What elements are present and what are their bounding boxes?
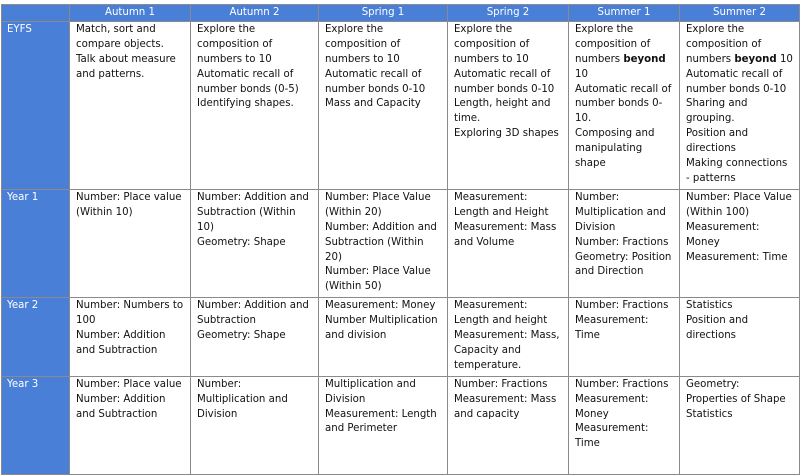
table-cell xyxy=(448,21,569,189)
cell-line: Explore the composition of numbers to 10 xyxy=(197,23,273,65)
cell-line: Number: Numbers to 100 xyxy=(76,300,184,327)
cell-line: Sharing and grouping. xyxy=(686,98,748,125)
cell-line: Automatic recall of number bonds 0-10. xyxy=(575,83,672,125)
cell-line: Measurement: Money xyxy=(575,393,649,420)
cell-line: Number: Place value (Within 10) xyxy=(76,191,182,218)
cell-line: Mass and Capacity xyxy=(325,98,421,110)
cell-line: Multiplication and Division xyxy=(325,378,416,405)
cell-line: Automatic recall of number bonds 0-10 xyxy=(686,68,787,95)
cell-line: Number: Place Value (Within 100) xyxy=(686,191,792,218)
cell-line: Automatic recall of number bonds (0-5) xyxy=(197,68,299,95)
table-cell xyxy=(448,298,569,377)
cell-line: Length, height and time. xyxy=(454,98,551,125)
cell-line: Measurement: Money xyxy=(325,300,436,312)
table-cell xyxy=(70,298,191,377)
cell-line: Number: Multiplication and Division xyxy=(197,378,288,420)
cell-line: Exploring 3D shapes xyxy=(454,128,559,140)
cell-line: Number: Fractions xyxy=(454,378,548,390)
row-header: Year 2 xyxy=(2,298,70,377)
cell-line: Position and directions xyxy=(686,315,749,342)
table-cell xyxy=(569,21,680,189)
table-cell xyxy=(70,189,191,297)
emphasis-text: beyond xyxy=(734,53,777,65)
cell-line: Explore the composition of numbers to 10 xyxy=(325,23,401,65)
cell-line: Measurement: Mass and capacity xyxy=(454,393,557,420)
table-cell xyxy=(569,189,680,297)
cell-line: Number Multiplication and division xyxy=(325,315,438,342)
cell-line: Match, sort and compare objects. Talk about measure and patterns. xyxy=(76,23,176,80)
cell-line: Number: Place Value (Within 20) xyxy=(325,191,431,218)
table-cell xyxy=(191,21,319,189)
emphasis-text: beyond xyxy=(623,53,666,65)
cell-line: Statistics xyxy=(686,300,733,312)
cell-line: Measurement: Length and Perimeter xyxy=(325,408,437,435)
header-row xyxy=(2,5,800,22)
table-cell xyxy=(448,189,569,297)
cell-line: Geometry: Shape xyxy=(197,330,286,342)
cell-line: Number: Fractions xyxy=(575,300,669,312)
cell-line: Geometry: Position and Direction xyxy=(575,251,672,278)
table-cell xyxy=(191,189,319,297)
table-cell xyxy=(569,298,680,377)
cell-line: Making connections - patterns xyxy=(686,158,788,184)
cell-line: Number: Addition and Subtraction (Within 20) xyxy=(325,221,437,263)
table-cell xyxy=(319,298,448,377)
cell-line: Explore the composition of numbers beyond 10 xyxy=(575,23,666,80)
table-cell xyxy=(70,21,191,189)
table-cell xyxy=(191,298,319,377)
cell-line: Position and directions xyxy=(686,128,749,155)
table-cell xyxy=(319,189,448,297)
cell-line: Number: Addition and Subtraction (Within 10) xyxy=(197,191,309,233)
cell-line: Measurement: Time xyxy=(575,315,649,342)
cell-line: Identifying shapes. xyxy=(197,98,294,110)
column-header-spring-2: Spring 2 xyxy=(448,5,569,22)
column-header-summer-1: Summer 1 xyxy=(569,5,680,22)
cell-line: Measurement: Mass and Volume xyxy=(454,221,557,248)
column-header-autumn-1: Autumn 1 xyxy=(70,5,191,22)
cell-line: Number: Addition and Subtraction xyxy=(197,300,309,327)
cell-line: Geometry: Properties of Shape xyxy=(686,378,786,405)
column-header-summer-2: Summer 2 xyxy=(680,5,800,22)
cell-line: Explore the composition of numbers beyond 10 xyxy=(686,23,793,65)
table-cell xyxy=(319,21,448,189)
column-header-spring-1: Spring 1 xyxy=(319,5,448,22)
cell-line: Measurement: Time xyxy=(686,251,788,263)
cell-line: Measurement: Length and Height xyxy=(454,191,549,218)
cell-line: Statistics xyxy=(686,408,733,420)
table-cell xyxy=(680,21,800,189)
cell-line: Automatic recall of number bonds 0-10 xyxy=(454,68,555,95)
column-header-autumn-2: Autumn 2 xyxy=(191,5,319,22)
table-row xyxy=(2,21,800,189)
row-header: EYFS xyxy=(2,21,70,189)
row-header: Year 1 xyxy=(2,189,70,297)
cell-line: Number: Multiplication and Division xyxy=(575,191,666,233)
cell-line: Number: Fractions xyxy=(575,236,669,248)
cell-line: Number: Addition and Subtraction xyxy=(76,330,166,356)
cell-line: Number: Fractions xyxy=(575,378,669,390)
cell-line: Measurement: Money xyxy=(686,221,760,248)
cell-line: Composing and manipulating shape xyxy=(575,128,655,170)
cell-line: Measurement: Time xyxy=(575,423,649,450)
cell-line: Number: Place Value (Within 50) xyxy=(325,266,431,293)
cell-line: Number: Place value xyxy=(76,378,182,390)
table-cell xyxy=(680,189,800,297)
table-cell xyxy=(680,298,800,377)
cell-line: Measurement: Length and height xyxy=(454,300,548,327)
cell-line: Number: Addition and Subtraction xyxy=(76,393,166,420)
corner-cell xyxy=(2,5,70,22)
curriculum-table xyxy=(1,4,800,475)
cell-line: Measurement: Mass, Capacity and temperature. xyxy=(454,330,560,371)
cell-line: Explore the composition of numbers to 10 xyxy=(454,23,530,65)
cell-line: Automatic recall of number bonds 0-10 xyxy=(325,68,426,95)
table-row xyxy=(2,189,800,297)
table-row xyxy=(2,298,800,377)
row-header: Year 3 xyxy=(2,376,70,474)
cell-line: Geometry: Shape xyxy=(197,236,286,248)
